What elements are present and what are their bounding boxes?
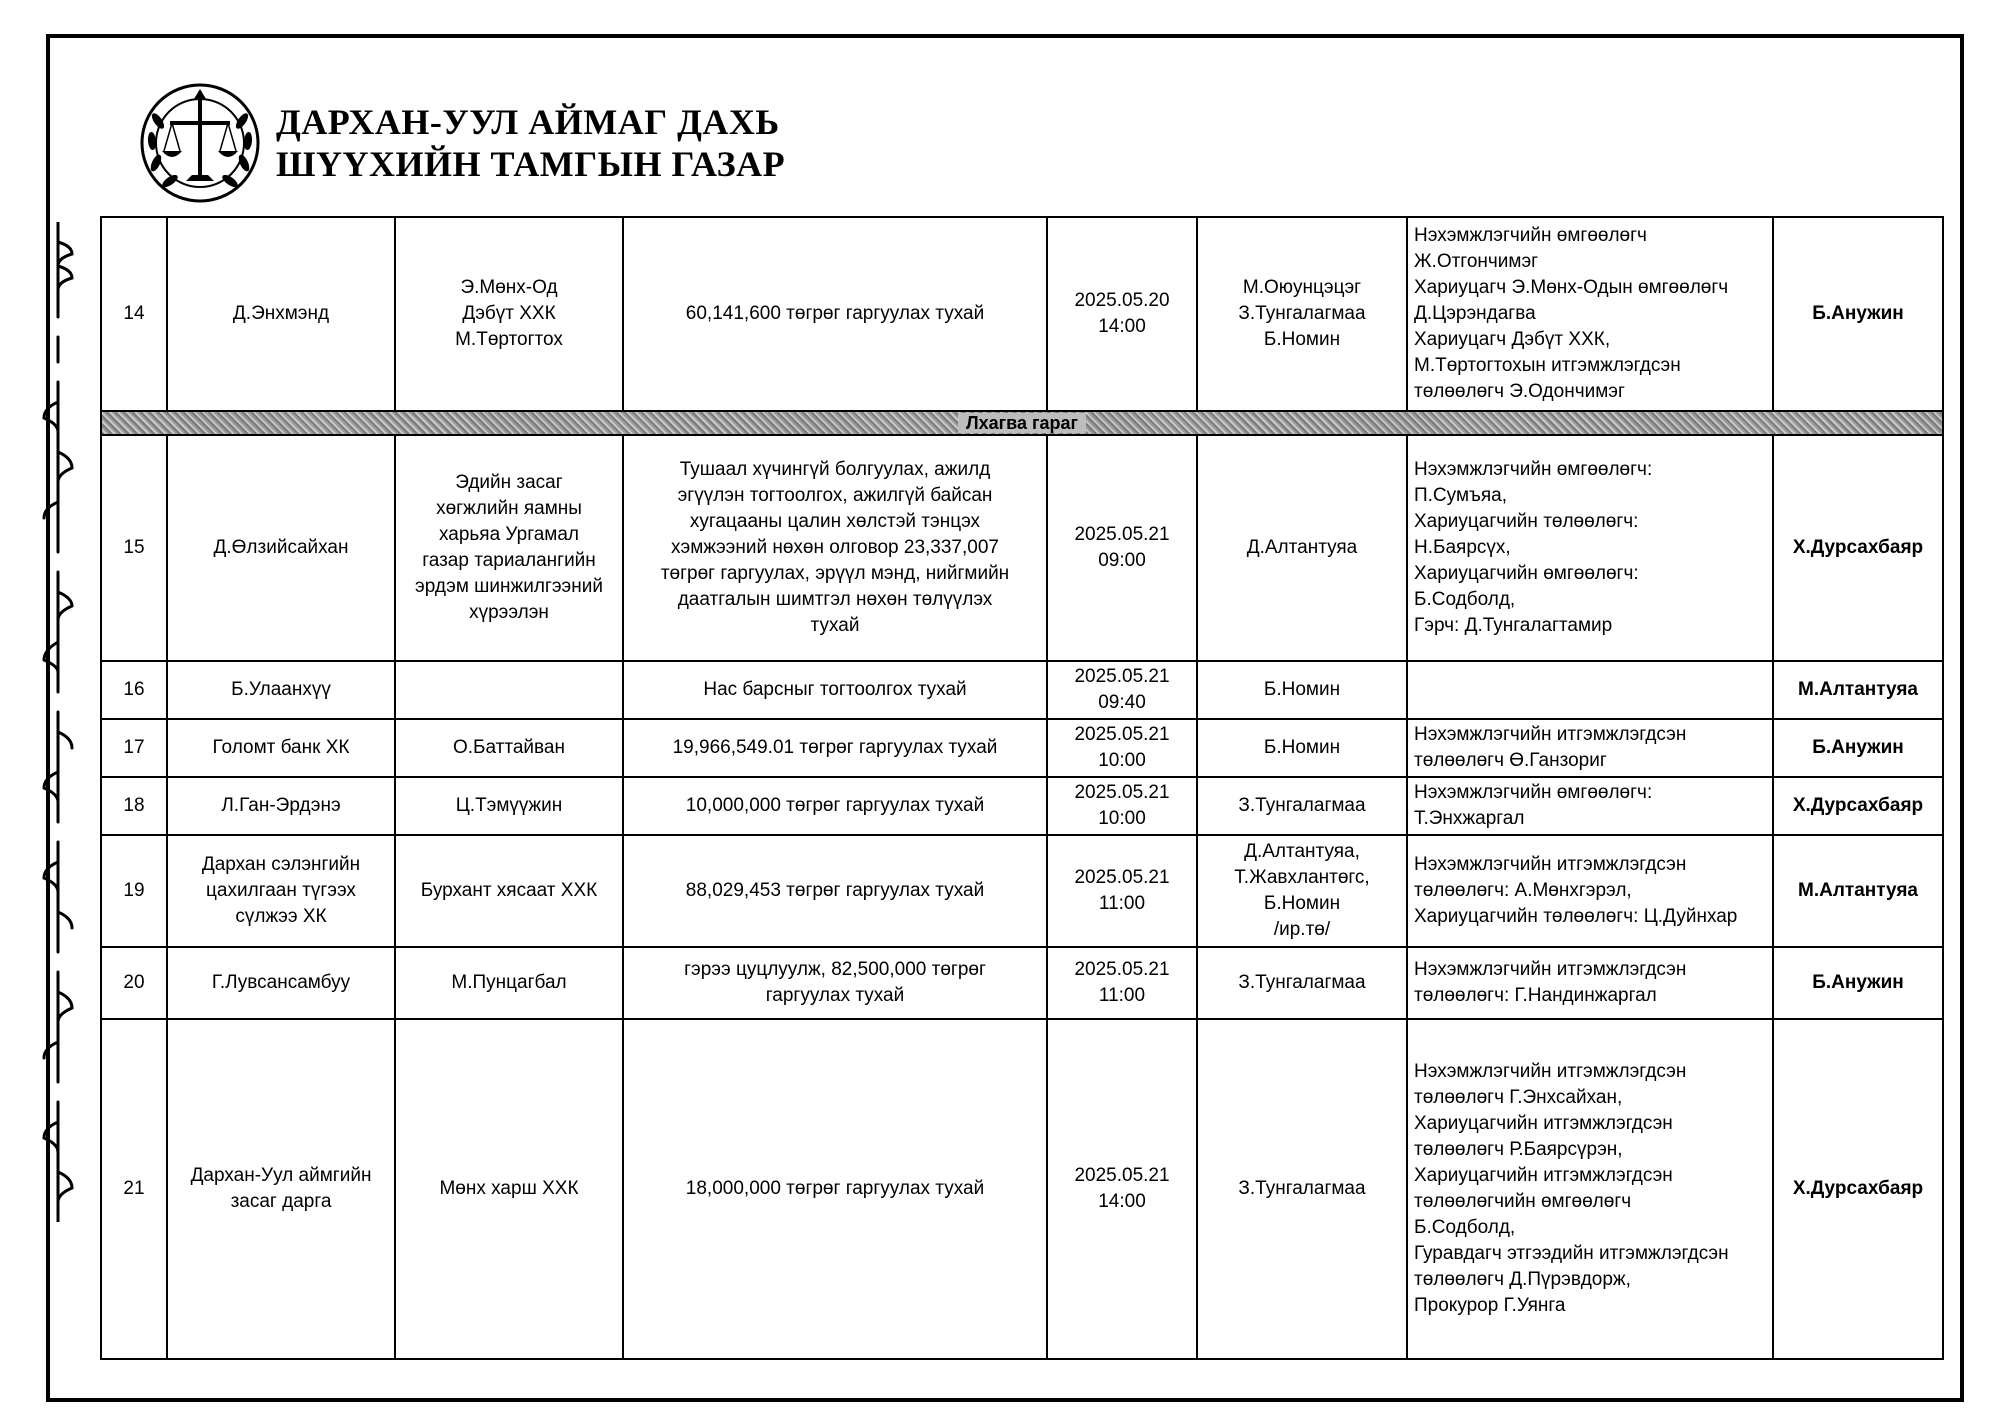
claim xyxy=(623,947,1047,1019)
plaintiff-line: Дархан-Уул аймгийн xyxy=(190,1165,372,1186)
defendant xyxy=(395,1019,623,1359)
plaintiff: Л.Ган-Эрдэнэ xyxy=(167,777,395,835)
secretary: Б.Анужин xyxy=(1773,947,1943,1019)
judges xyxy=(1197,217,1407,411)
plaintiff: Д.Өлзийсайхан xyxy=(167,435,395,661)
participant-line: Хариуцагчийн төлөөлөгч: Ц.Дуйнхар xyxy=(1414,906,1738,927)
participant-line: төлөөлөгч Г.Энхсайхан, xyxy=(1414,1087,1623,1108)
plaintiff-line: сүлжээ ХК xyxy=(235,906,327,927)
judge-name: Б.Номин xyxy=(1263,737,1341,758)
hearing-datetime xyxy=(1047,217,1197,411)
plaintiff: Голомт банк ХК xyxy=(167,719,395,777)
judge-name: М.Оюунцэцэг xyxy=(1242,277,1362,298)
defendant xyxy=(395,947,623,1019)
hearing-datetime xyxy=(1047,719,1197,777)
hearing-datetime xyxy=(1047,777,1197,835)
claim-line: төгрөг гаргуулах, эрүүл мэнд, нийгмийн xyxy=(660,563,1010,584)
hearing-time: 10:00 xyxy=(1098,808,1146,829)
hearing-datetime xyxy=(1047,435,1197,661)
participant-line: Прокурор Г.Уянга xyxy=(1414,1295,1566,1316)
participant-line: Нэхэмжлэгчийн өмгөөлөгч: xyxy=(1414,459,1653,480)
hearing-date: 2025.05.21 xyxy=(1074,524,1170,545)
judge-name: З.Тунгалагмаа xyxy=(1238,972,1366,993)
participant-line: төлөөлөгч Э.Одончимэг xyxy=(1414,381,1625,402)
defendant-line: Эдийн засаг xyxy=(455,472,563,493)
case-number: 19 xyxy=(101,835,167,947)
defendant-line: Мөнх харш ХХК xyxy=(439,1178,579,1199)
defendant-line: харьяа Ургамал xyxy=(438,524,580,545)
defendant-line: Дэбүт ХХК xyxy=(462,303,556,324)
participants xyxy=(1407,435,1773,661)
claim xyxy=(623,435,1047,661)
participants xyxy=(1407,661,1773,719)
claim: Нас барсныг тогтоолгох тухай xyxy=(623,661,1047,719)
plaintiff: Д.Энхмэнд xyxy=(167,217,395,411)
claim: 10,000,000 төгрөг гаргуулах тухай xyxy=(623,777,1047,835)
participant-line: төлөөлөгч: А.Мөнхгэрэл, xyxy=(1414,880,1632,901)
defendant-line: О.Баттайван xyxy=(453,737,565,758)
page-header xyxy=(138,78,785,208)
participant-line: Н.Баярсүх, xyxy=(1414,537,1511,558)
table-row xyxy=(101,777,1943,835)
org-title-line-2: ШҮҮХИЙН ТАМГЫН ГАЗАР xyxy=(276,144,786,184)
participant-line: Ж.Отгончимэг xyxy=(1414,251,1539,272)
secretary: Х.Дурсахбаяр xyxy=(1773,777,1943,835)
hearing-time: 11:00 xyxy=(1098,893,1146,914)
claim-line: тухай xyxy=(810,615,860,636)
participant-line: Нэхэмжлэгчийн итгэмжлэгдсэн xyxy=(1414,724,1687,745)
participant-line: Д.Цэрэндагва xyxy=(1414,303,1536,324)
participants xyxy=(1407,947,1773,1019)
secretary: Х.Дурсахбаяр xyxy=(1773,1019,1943,1359)
defendant-line: хүрээлэн xyxy=(469,602,549,623)
hearing-time: 10:00 xyxy=(1098,750,1146,771)
hearing-date: 2025.05.20 xyxy=(1074,290,1170,311)
hearing-date: 2025.05.21 xyxy=(1074,959,1170,980)
participant-line: Нэхэмжлэгчийн өмгөөлөгч xyxy=(1414,225,1647,246)
hearing-time: 09:00 xyxy=(1098,550,1146,571)
participants xyxy=(1407,835,1773,947)
defendant-line: Э.Мөнх-Од xyxy=(460,277,558,298)
table-row xyxy=(101,835,1943,947)
org-title-line-1: ДАРХАН-УУЛ АЙМАГ ДАХЬ xyxy=(276,102,780,142)
table-row xyxy=(101,435,1943,661)
judge-name: Б.Номин xyxy=(1263,893,1341,914)
case-number: 14 xyxy=(101,217,167,411)
hearing-date: 2025.05.21 xyxy=(1074,666,1170,687)
plaintiff: Б.Улаанхүү xyxy=(167,661,395,719)
secretary: Б.Анужин xyxy=(1773,217,1943,411)
claim-line: хэмжээний нөхөн олговор 23,337,007 xyxy=(671,537,999,558)
participant-line: Хариуцагчийн төлөөлөгч: xyxy=(1414,511,1639,532)
participants xyxy=(1407,719,1773,777)
hearing-time: 09:40 xyxy=(1098,692,1146,713)
case-number: 20 xyxy=(101,947,167,1019)
hearing-time: 11:00 xyxy=(1098,985,1146,1006)
day-separator xyxy=(101,411,1943,435)
judges xyxy=(1197,661,1407,719)
table-row xyxy=(101,947,1943,1019)
judge-name: З.Тунгалагмаа xyxy=(1238,1178,1366,1199)
participant-line: Нэхэмжлэгчийн итгэмжлэгдсэн xyxy=(1414,1061,1687,1082)
plaintiff-line: цахилгаан түгээх xyxy=(206,880,356,901)
plaintiff-line: засаг дарга xyxy=(230,1191,332,1212)
claim-line: гаргуулах тухай xyxy=(765,985,905,1006)
plaintiff xyxy=(167,835,395,947)
defendant xyxy=(395,835,623,947)
case-number: 18 xyxy=(101,777,167,835)
defendant-line: хөгжлийн яамны xyxy=(436,498,582,519)
judges xyxy=(1197,1019,1407,1359)
case-number: 16 xyxy=(101,661,167,719)
participant-line: төлөөлөгч Р.Баярсүрэн, xyxy=(1414,1139,1623,1160)
judge-name: /ир.тө/ xyxy=(1273,919,1331,940)
participant-line: Нэхэмжлэгчийн итгэмжлэгдсэн xyxy=(1414,854,1687,875)
judge-name: Д.Алтантуяа xyxy=(1246,537,1358,558)
day-separator-row xyxy=(101,411,1943,435)
plaintiff xyxy=(167,1019,395,1359)
participant-line: М.Төртогтохын итгэмжлэгдсэн xyxy=(1414,355,1681,376)
claim: 60,141,600 төгрөг гаргуулах тухай xyxy=(623,217,1047,411)
claim-line: Тушаал хүчингүй болгуулах, ажилд xyxy=(679,459,991,480)
participant-line: төлөөлөгчийн өмгөөлөгч xyxy=(1414,1191,1632,1212)
secretary: Б.Анужин xyxy=(1773,719,1943,777)
plaintiff: Г.Лувсансамбуу xyxy=(167,947,395,1019)
participant-line: Т.Энхжаргал xyxy=(1414,808,1525,829)
hearing-datetime xyxy=(1047,947,1197,1019)
judge-name: З.Тунгалагмаа xyxy=(1238,795,1366,816)
participants xyxy=(1407,217,1773,411)
hearing-datetime xyxy=(1047,661,1197,719)
table-row xyxy=(101,719,1943,777)
claim-line: хугацааны цалин хөлстэй тэнцэх xyxy=(689,511,981,532)
participant-line: Нэхэмжлэгчийн итгэмжлэгдсэн xyxy=(1414,959,1687,980)
defendant-line: Бурхант хясаат ХХК xyxy=(420,880,598,901)
table-row xyxy=(101,1019,1943,1359)
defendant-line: М.Төртогтох xyxy=(455,329,563,350)
secretary: Х.Дурсахбаяр xyxy=(1773,435,1943,661)
participants xyxy=(1407,1019,1773,1359)
defendant-line: Ц.Тэмүүжин xyxy=(455,795,563,816)
participant-line: П.Сумъяа, xyxy=(1414,485,1508,506)
judges xyxy=(1197,777,1407,835)
judges xyxy=(1197,835,1407,947)
participants xyxy=(1407,777,1773,835)
participant-line: Хариуцагч Дэбүт ХХК, xyxy=(1414,329,1611,350)
case-number: 15 xyxy=(101,435,167,661)
defendant xyxy=(395,719,623,777)
defendant-line: газар тариалангийн xyxy=(422,550,596,571)
claim: 18,000,000 төгрөг гаргуулах тухай xyxy=(623,1019,1047,1359)
participant-line: Б.Содболд, xyxy=(1414,589,1516,610)
judges xyxy=(1197,947,1407,1019)
court-schedule-table xyxy=(100,216,1944,1360)
judge-name: З.Тунгалагмаа xyxy=(1238,303,1366,324)
hearing-datetime xyxy=(1047,1019,1197,1359)
claim-line: эгүүлэн тогтоолгох, ажилгүй байсан xyxy=(677,485,993,506)
org-title xyxy=(276,101,785,185)
judge-name: Т.Жавхлантөгс, xyxy=(1234,867,1370,888)
participant-line: төлөөлөгч: Г.Нандинжаргал xyxy=(1414,985,1657,1006)
participant-line: Хариуцагчийн итгэмжлэгдсэн xyxy=(1414,1113,1673,1134)
defendant-line: эрдэм шинжилгээний xyxy=(415,576,603,597)
hearing-date: 2025.05.21 xyxy=(1074,867,1170,888)
table-row xyxy=(101,661,1943,719)
case-number: 17 xyxy=(101,719,167,777)
hearing-date: 2025.05.21 xyxy=(1074,1165,1170,1186)
participant-line: төлөөлөгч Ө.Ганзориг xyxy=(1414,750,1607,771)
judge-name: Д.Алтантуяа, xyxy=(1244,841,1360,862)
defendant-line: М.Пунцагбал xyxy=(451,972,567,993)
participant-line: Хариуцагчийн итгэмжлэгдсэн xyxy=(1414,1165,1673,1186)
hearing-datetime xyxy=(1047,835,1197,947)
hearing-date: 2025.05.21 xyxy=(1074,724,1170,745)
participant-line: Б.Содболд, xyxy=(1414,1217,1516,1238)
claim: 88,029,453 төгрөг гаргуулах тухай xyxy=(623,835,1047,947)
vertical-mongolian-script-decoration xyxy=(28,222,88,1222)
hearing-time: 14:00 xyxy=(1098,316,1146,337)
defendant xyxy=(395,661,623,719)
defendant xyxy=(395,435,623,661)
claim-line: даатгалын шимтгэл нөхөн төлүүлэх xyxy=(677,589,993,610)
defendant xyxy=(395,217,623,411)
plaintiff-line: Дархан сэлэнгийн xyxy=(201,854,361,875)
participant-line: Хариуцагчийн өмгөөлөгч: xyxy=(1414,563,1639,584)
table-row xyxy=(101,217,1943,411)
day-label: Лхагва гараг xyxy=(958,413,1086,433)
judge-name: Б.Номин xyxy=(1263,329,1341,350)
claim: 19,966,549.01 төгрөг гаргуулах тухай xyxy=(623,719,1047,777)
judge-name: Б.Номин xyxy=(1263,679,1341,700)
participant-line: төлөөлөгч Д.Пүрэвдорж, xyxy=(1414,1269,1631,1290)
case-number: 21 xyxy=(101,1019,167,1359)
judges xyxy=(1197,435,1407,661)
participant-line: Нэхэмжлэгчийн өмгөөлөгч: xyxy=(1414,782,1653,803)
claim-line: гэрээ цуцлуулж, 82,500,000 төгрөг xyxy=(684,959,986,980)
secretary: М.Алтантуяа xyxy=(1773,835,1943,947)
hearing-date: 2025.05.21 xyxy=(1074,782,1170,803)
participant-line: Гэрч: Д.Тунгалагтамир xyxy=(1414,615,1613,636)
hearing-time: 14:00 xyxy=(1098,1191,1146,1212)
participant-line: Гуравдагч этгээдийн итгэмжлэгдсэн xyxy=(1414,1243,1729,1264)
defendant xyxy=(395,777,623,835)
scales-of-justice-emblem-icon xyxy=(138,81,262,205)
judges xyxy=(1197,719,1407,777)
secretary: М.Алтантуяа xyxy=(1773,661,1943,719)
participant-line: Хариуцагч Э.Мөнх-Одын өмгөөлөгч xyxy=(1414,277,1729,298)
